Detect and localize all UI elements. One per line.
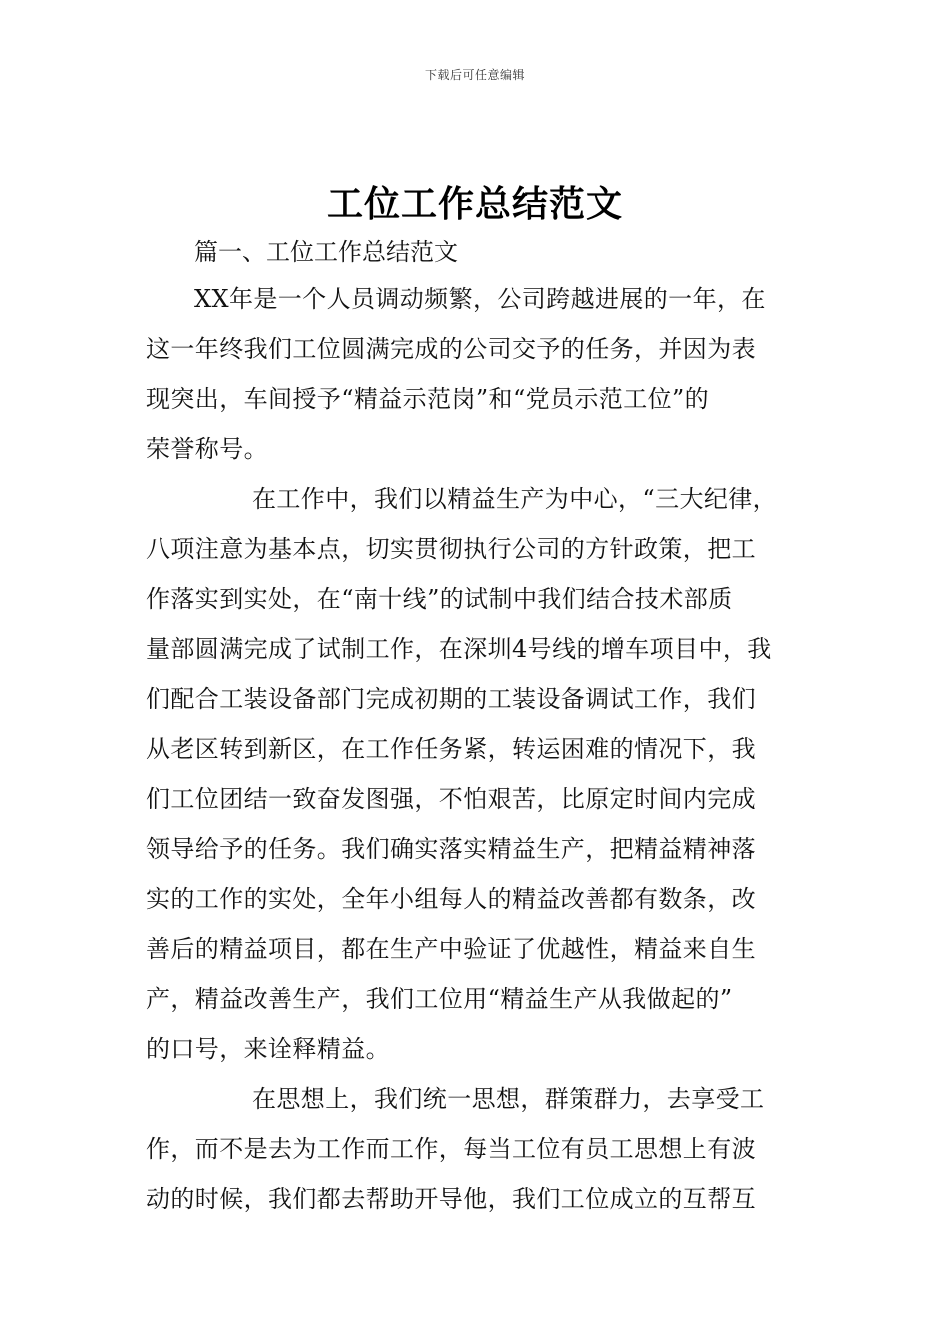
header-note: 下载后可任意编辑: [424, 68, 525, 82]
paragraph-line: 作落实到实处，在“南十线”的试制中我们结合技术部质: [146, 585, 733, 613]
paragraph-line: 善后的精益项目，都在生产中验证了优越性，精益来自生: [146, 935, 756, 963]
paragraph-3: [146, 1074, 816, 1224]
paragraph-line: 领导给予的任务。我们确实落实精益生产，把精益精神落: [146, 835, 756, 863]
paragraph-line: 从老区转到新区，在工作任务紧，转运困难的情况下，我: [146, 735, 756, 763]
paragraph-line: 动的时候，我们都去帮助开导他，我们工位成立的互帮互: [146, 1185, 756, 1213]
paragraph-2: [146, 474, 816, 1074]
paragraph-line: 在思想上，我们统一思想，群策群力，去享受工: [252, 1085, 765, 1113]
paragraph-line: 量部圆满完成了试制工作，在深圳4号线的增车项目中，我: [146, 635, 772, 663]
paragraph-1: [146, 274, 816, 474]
paragraph-line: 作，而不是去为工作而工作，每当工位有员工思想上有波: [146, 1135, 756, 1163]
paragraph-line: 荣誉称号。: [146, 435, 268, 463]
document-title: 工位工作总结范文: [326, 184, 623, 225]
paragraph-line: 这一年终我们工位圆满完成的公司交予的任务，并因为表: [146, 335, 756, 363]
paragraph-line: 的口号，来诠释精益。: [146, 1035, 390, 1063]
paragraph-line: 实的工作的实处，全年小组每人的精益改善都有数条，改: [146, 885, 756, 913]
paragraph-line: 们配合工装设备部门完成初期的工装设备调试工作，我们: [146, 685, 756, 713]
paragraph-line: 八项注意为基本点，切实贯彻执行公司的方针政策，把工: [146, 535, 756, 563]
paragraph-line: 在工作中，我们以精益生产为中心，“三大纪律，: [252, 485, 778, 513]
paragraph-line: 现突出，车间授予“精益示范岗”和“党员示范工位”的: [146, 385, 710, 413]
paragraph-line: 们工位团结一致奋发图强，不怕艰苦，比原定时间内完成: [146, 785, 756, 813]
paragraph-line: 产，精益改善生产，我们工位用“精益生产从我做起的”: [146, 985, 733, 1013]
paragraph-line: XX年是一个人员调动频繁，公司跨越进展的一年，在: [194, 285, 766, 313]
section-heading: 篇一、工位工作总结范文: [194, 238, 458, 266]
